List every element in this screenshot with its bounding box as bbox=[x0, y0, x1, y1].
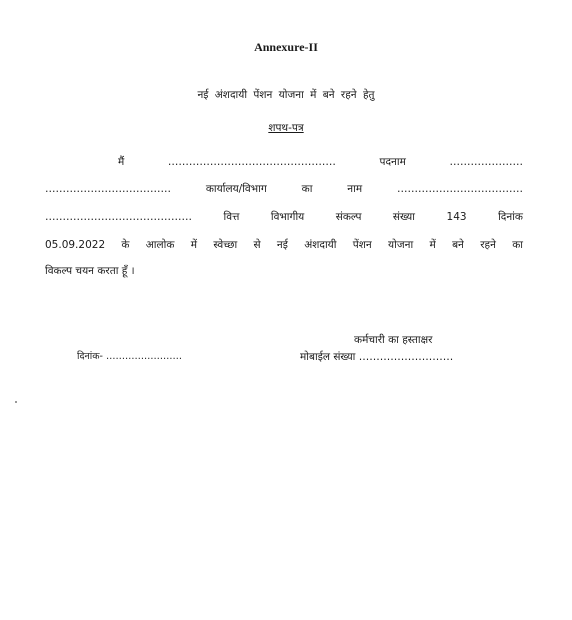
document-subtitle: नई अंशदायी पेंशन योजना में बने रहने हेतु bbox=[197, 89, 375, 101]
annexure-title: Annexure-II bbox=[254, 40, 318, 54]
affidavit-line-4: 05.09.2022 के आलोक में स्वेच्छा से नई अंशदायी पेंशन योजना में बने रहने का bbox=[45, 239, 523, 251]
affidavit-heading: शपथ-पत्र bbox=[268, 122, 304, 134]
date-field: दिनांक- …………………… bbox=[77, 351, 182, 362]
scan-mark bbox=[15, 401, 17, 403]
affidavit-line-5: विकल्प चयन करता हूँ । bbox=[45, 265, 135, 277]
affidavit-line-3: …………………………………… वित्त विभागीय संकल्प संख्या 143 दिनांक bbox=[45, 211, 523, 223]
affidavit-line-2: ……………………………… कार्यालय/विभाग का नाम ……………………………… bbox=[45, 183, 523, 195]
affidavit-line-1: मैं ………………………………………… पदनाम ………………… bbox=[118, 156, 523, 168]
mobile-number-field: मोबाईल संख्या ……………………… bbox=[300, 351, 454, 363]
employee-signature-label: कर्मचारी का हस्ताक्षर bbox=[354, 334, 433, 346]
